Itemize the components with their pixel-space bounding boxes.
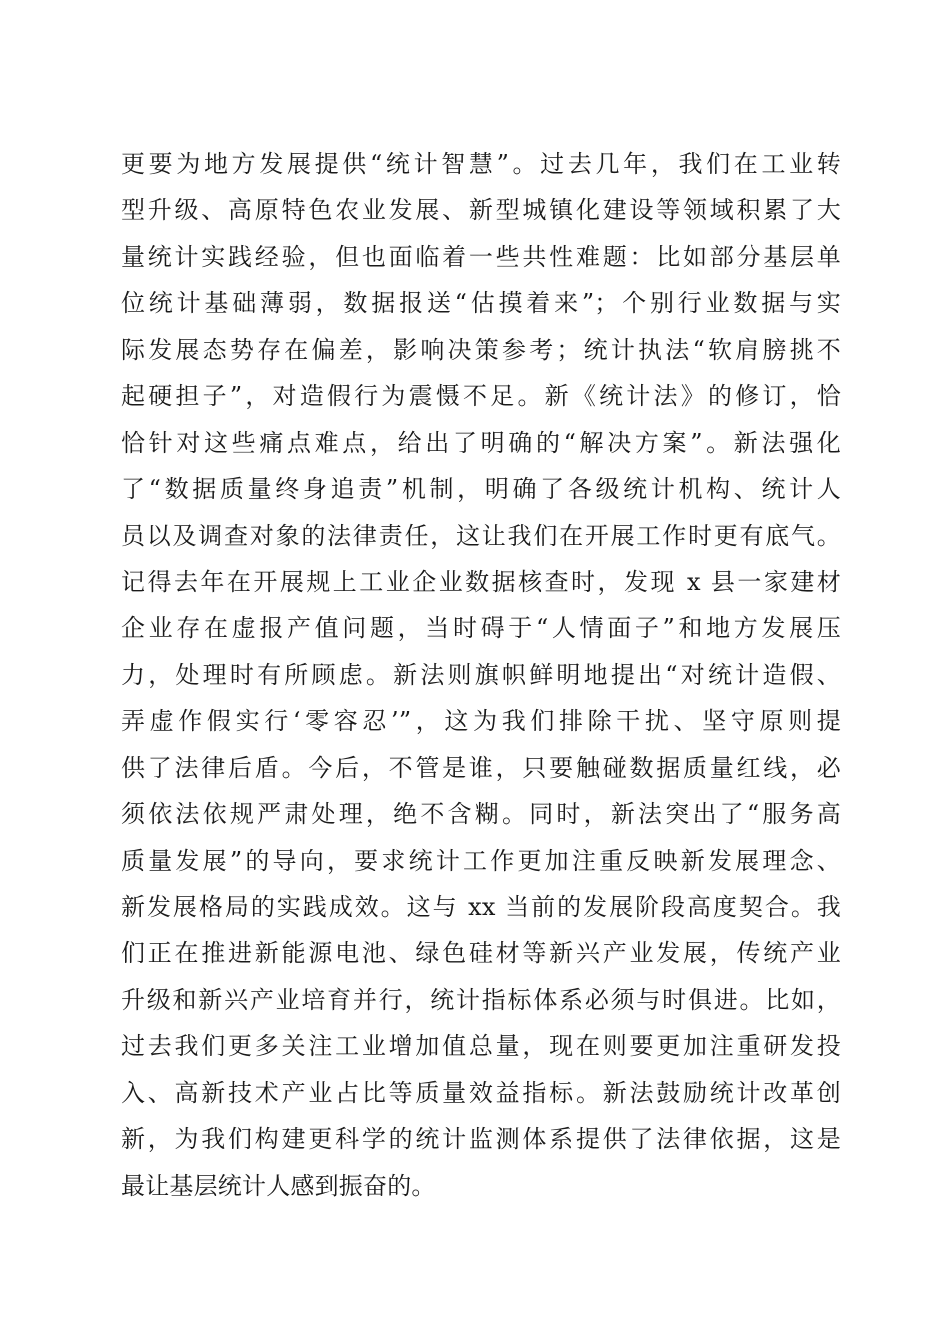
- text-line: 员以及调查对象的法律责任，这让我们在开展工作时更有底气。: [121, 521, 841, 550]
- text-line: 最让基层统计人感到振奋的。: [121, 1171, 436, 1200]
- text-line: 恰针对这些痛点难点，给出了明确的“解决方案”。新法强化: [121, 428, 841, 457]
- text-line: 起硬担子”，对造假行为震慑不足。新《统计法》的修订，恰: [121, 382, 841, 411]
- text-line: 升级和新兴产业培育并行，统计指标体系必须与时俱进。比如，: [121, 985, 841, 1014]
- body-paragraph: [121, 141, 841, 1209]
- text-line: 过去我们更多关注工业增加值总量，现在则要更加注重研发投: [121, 1032, 841, 1061]
- text-line: 更要为地方发展提供“统计智慧”。过去几年，我们在工业转: [121, 150, 841, 178]
- text-line: 量统计实践经验，但也面临着一些共性难题：比如部分基层单: [121, 242, 841, 271]
- text-line: 企业存在虚报产值问题，当时碍于“人情面子”和地方发展压: [121, 614, 841, 643]
- text-line: 入、高新技术产业占比等质量效益指标。新法鼓励统计改革创: [121, 1078, 841, 1107]
- text-line: 了“数据质量终身追责”机制，明确了各级统计机构、统计人: [121, 475, 841, 504]
- text-line: 际发展态势存在偏差，影响决策参考；统计执法“软肩膀挑不: [121, 335, 841, 364]
- text-line: 新，为我们构建更科学的统计监测体系提供了法律依据，这是: [121, 1125, 841, 1154]
- text-line: 记得去年在开展规上工业企业数据核查时，发现 x 县一家建材: [121, 567, 841, 596]
- text-line: 新发展格局的实践成效。这与 xx 当前的发展阶段高度契合。我: [121, 893, 841, 921]
- text-line: 须依法依规严肃处理，绝不含糊。同时，新法突出了“服务高: [121, 800, 841, 829]
- text-line: 质量发展”的导向，要求统计工作更加注重反映新发展理念、: [121, 846, 841, 875]
- text-line: 力，处理时有所顾虑。新法则旗帜鲜明地提出“对统计造假、: [121, 660, 841, 689]
- text-line: 们正在推进新能源电池、绿色硅材等新兴产业发展，传统产业: [121, 939, 841, 968]
- text-line: 位统计基础薄弱，数据报送“估摸着来”；个别行业数据与实: [121, 289, 841, 318]
- text-line: 型升级、高原特色农业发展、新型城镇化建设等领域积累了大: [121, 196, 841, 225]
- text-line: 供了法律后盾。今后，不管是谁，只要触碰数据质量红线，必: [121, 753, 841, 782]
- text-line: 弄虚作假实行‘零容忍’”，这为我们排除干扰、坚守原则提: [121, 707, 841, 736]
